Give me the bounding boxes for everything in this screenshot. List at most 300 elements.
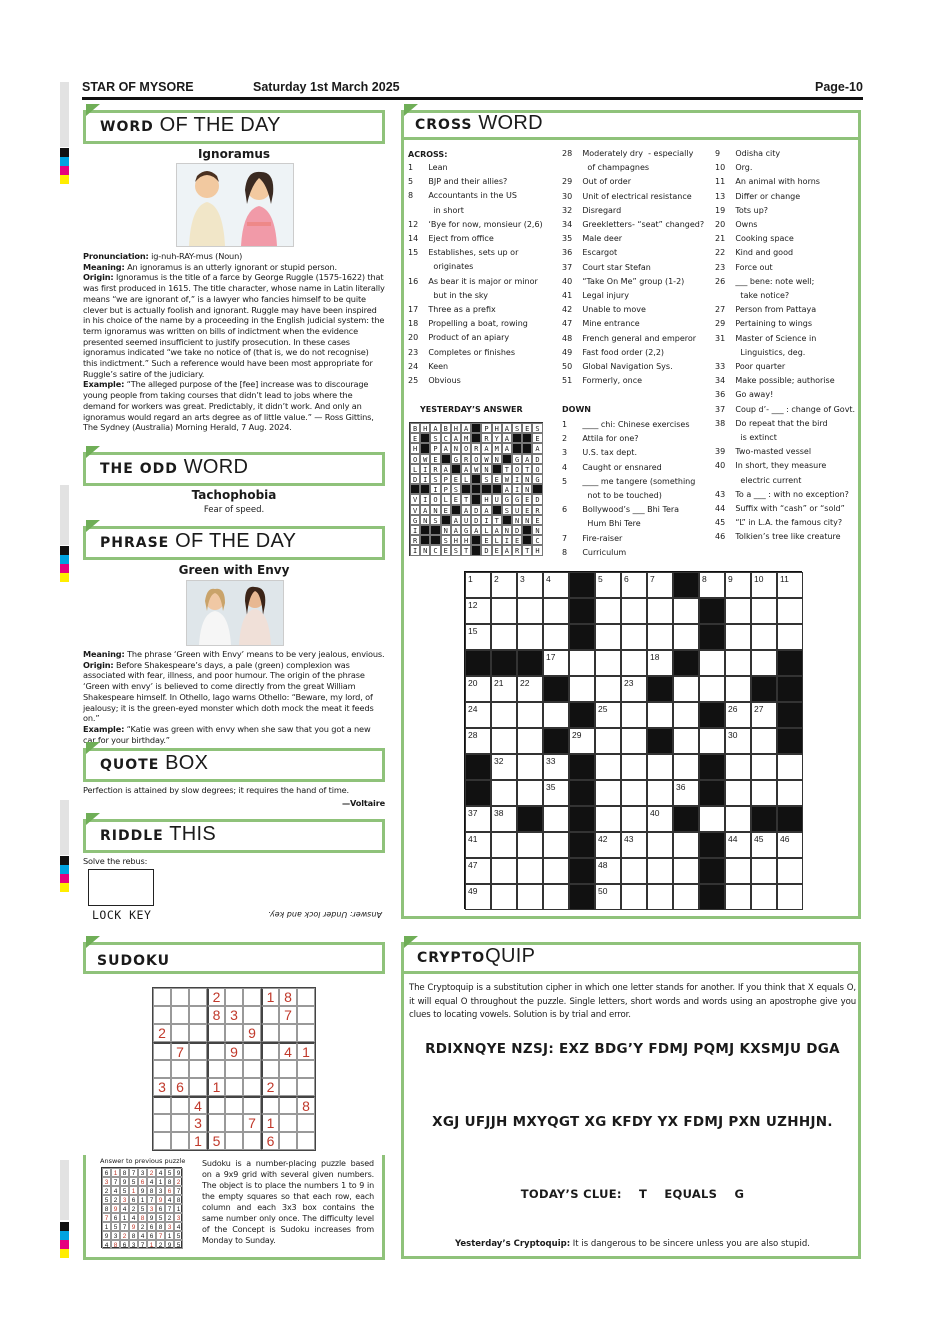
sudoku-cell: 7 <box>171 1042 189 1060</box>
crossword-cell[interactable] <box>491 728 517 754</box>
sudoku-cell[interactable] <box>207 1060 225 1078</box>
crossword-cell[interactable]: 15 <box>465 624 491 650</box>
ignoramus-illustration <box>176 163 294 247</box>
yesterday-cell: I <box>420 494 430 504</box>
crossword-cell[interactable] <box>647 702 673 728</box>
yesterday-cell: I <box>481 515 491 525</box>
crossword-cell[interactable] <box>543 884 569 910</box>
yesterday-cell: N <box>420 545 430 555</box>
sudoku-cell: 1 <box>189 1132 207 1150</box>
crossword-cell[interactable]: 6 <box>621 572 647 598</box>
sudoku-cell[interactable] <box>261 1096 279 1114</box>
crossword-cell[interactable]: 24 <box>465 702 491 728</box>
sudoku-cell[interactable] <box>189 1006 207 1024</box>
clue: 51 Formerly, once <box>562 376 643 386</box>
sudoku-cell[interactable] <box>243 1060 261 1078</box>
yesterday-cell: N <box>492 454 502 464</box>
crossword-cell[interactable] <box>725 806 751 832</box>
sudoku-cell: 2 <box>153 1024 171 1042</box>
crossword-cell[interactable] <box>725 598 751 624</box>
crossword-cell[interactable]: 28 <box>465 728 491 754</box>
crossword-cell[interactable] <box>517 754 543 780</box>
crossword-cell[interactable] <box>725 676 751 702</box>
yesterday-cell: C <box>430 545 440 555</box>
crossword-cell[interactable] <box>491 858 517 884</box>
crossword-cell[interactable]: 49 <box>465 884 491 910</box>
crossword-cell[interactable] <box>673 832 699 858</box>
clue: 27 Person from Pattaya <box>715 305 817 315</box>
sudoku-cell[interactable] <box>243 1006 261 1024</box>
crossword-cell[interactable] <box>647 884 673 910</box>
color-mark-magenta <box>60 874 69 883</box>
yesterday-cell: S <box>512 423 522 433</box>
yesterday-cell <box>451 505 461 515</box>
answer-cell: 2 <box>165 1213 174 1222</box>
answer-cell: 6 <box>147 1222 156 1231</box>
yesterday-cell <box>522 525 532 535</box>
sudoku-cell[interactable] <box>297 1024 315 1042</box>
crossword-cell[interactable] <box>725 754 751 780</box>
crossword-cell[interactable]: 12 <box>465 598 491 624</box>
yesterday-cell: L <box>492 535 502 545</box>
crossword-cell[interactable] <box>595 598 621 624</box>
crossword-cell[interactable] <box>673 884 699 910</box>
crossword-cell[interactable] <box>491 702 517 728</box>
sudoku-cell[interactable] <box>243 1096 261 1114</box>
color-mark-magenta <box>60 1240 69 1249</box>
sudoku-cell[interactable] <box>189 1078 207 1096</box>
yesterday-cell <box>441 515 451 525</box>
crossword-cell[interactable] <box>543 624 569 650</box>
crossword-cell[interactable] <box>621 858 647 884</box>
crossword-cell[interactable] <box>543 806 569 832</box>
yesterday-cell: I <box>420 464 430 474</box>
yesterday-cell: I <box>512 484 522 494</box>
crossword-cell[interactable] <box>543 832 569 858</box>
sudoku-cell[interactable] <box>171 1006 189 1024</box>
crossword-cell[interactable] <box>777 884 803 910</box>
sudoku-cell[interactable] <box>207 1114 225 1132</box>
crossword-cell[interactable] <box>673 728 699 754</box>
sudoku-cell[interactable] <box>279 1078 297 1096</box>
crossword-cell[interactable]: 43 <box>621 832 647 858</box>
color-mark-black <box>60 148 69 157</box>
sudoku-cell[interactable] <box>171 1132 189 1150</box>
crossword-cell[interactable]: 42 <box>595 832 621 858</box>
crossword-cell[interactable]: 35 <box>543 780 569 806</box>
answer-cell: 2 <box>138 1222 147 1231</box>
crossword-cell[interactable]: 44 <box>725 832 751 858</box>
crossword-cell[interactable]: 10 <box>751 572 777 598</box>
yesterday-cell: B <box>410 423 420 433</box>
clue: 15 Establishes, sets up or <box>408 248 519 258</box>
crossword-cell[interactable] <box>725 624 751 650</box>
clue: take notice? <box>715 291 790 301</box>
crossword-cell[interactable] <box>647 832 673 858</box>
sudoku-cell[interactable] <box>153 1132 171 1150</box>
crossword-cell[interactable] <box>751 598 777 624</box>
sudoku-cell[interactable] <box>153 1042 171 1060</box>
sudoku-cell[interactable] <box>189 1042 207 1060</box>
sudoku-cell[interactable] <box>153 988 171 1006</box>
sudoku-cell[interactable] <box>225 1132 243 1150</box>
crossword-cell[interactable]: 4 <box>543 572 569 598</box>
crossword-cell[interactable] <box>647 624 673 650</box>
crossword-cell[interactable]: 7 <box>647 572 673 598</box>
clue: 11 An animal with horns <box>715 177 820 187</box>
yesterday-cell: L <box>461 474 471 484</box>
sudoku-cell[interactable] <box>171 1060 189 1078</box>
clue: 26 ___ bene: note well; <box>715 276 815 286</box>
crossword-cell[interactable] <box>777 858 803 884</box>
sudoku-cell[interactable] <box>243 1132 261 1150</box>
clue: but in the sky <box>408 290 489 300</box>
clue: 22 Kind and good <box>715 248 794 258</box>
sudoku-cell[interactable] <box>153 1060 171 1078</box>
yesterday-cell: T <box>522 464 532 474</box>
crossword-cell[interactable] <box>725 780 751 806</box>
sudoku-cell[interactable] <box>261 1006 279 1024</box>
yesterday-cell <box>532 484 542 494</box>
clue: 39 Two-masted vessel <box>715 447 812 457</box>
clue: is extinct <box>715 433 777 443</box>
flag-icon <box>86 104 100 116</box>
answer-cell: 9 <box>174 1168 183 1177</box>
sudoku-cell[interactable] <box>243 988 261 1006</box>
sudoku-cell[interactable] <box>225 1078 243 1096</box>
crossword-cell[interactable]: 45 <box>751 832 777 858</box>
crossword-cell[interactable] <box>751 728 777 754</box>
yesterday-cell: N <box>502 525 512 535</box>
crossword-cell[interactable] <box>517 702 543 728</box>
crossword-cell[interactable]: 22 <box>517 676 543 702</box>
crossword-cell[interactable] <box>699 650 725 676</box>
crossword-cell[interactable] <box>621 598 647 624</box>
answer-cell: 1 <box>102 1222 111 1231</box>
yesterday-cell <box>430 525 440 535</box>
crossword-cell[interactable] <box>673 624 699 650</box>
clue: 12 ‘Bye for now, monsieur (2,6) <box>408 219 543 229</box>
clue: 17 Three as a prefix <box>408 305 496 315</box>
sudoku-cell[interactable] <box>225 1024 243 1042</box>
yesterday-cell: S <box>451 545 461 555</box>
crossword-cell <box>465 754 491 780</box>
crossword-cell[interactable] <box>699 728 725 754</box>
yesterday-cell <box>522 443 532 453</box>
sudoku-cell[interactable] <box>261 1042 279 1060</box>
sudoku-cell[interactable] <box>279 1024 297 1042</box>
crossword-cell[interactable] <box>699 676 725 702</box>
crossword-cell[interactable] <box>777 754 803 780</box>
crossword-cell[interactable] <box>673 676 699 702</box>
crossword-cell[interactable] <box>491 780 517 806</box>
crossword-cell[interactable] <box>673 858 699 884</box>
clue: 5 BJP and their allies? <box>408 177 508 187</box>
sudoku-cell[interactable] <box>153 1006 171 1024</box>
crossword-cell[interactable] <box>517 624 543 650</box>
crossword-cell[interactable]: 9 <box>725 572 751 598</box>
crossword-cell[interactable] <box>543 702 569 728</box>
crossword-cell[interactable]: 23 <box>621 676 647 702</box>
sudoku-cell: 6 <box>261 1132 279 1150</box>
answer-cell: 2 <box>120 1231 129 1240</box>
answer-cell: 8 <box>174 1195 183 1204</box>
crossword-cell[interactable] <box>517 780 543 806</box>
yesterday-cell: H <box>532 545 542 555</box>
answer-cell: 2 <box>111 1195 120 1204</box>
sudoku-cell[interactable] <box>297 988 315 1006</box>
crossword-cell[interactable]: 50 <box>595 884 621 910</box>
crossword-cell[interactable] <box>517 728 543 754</box>
answer-cell: 6 <box>120 1240 129 1249</box>
yesterday-cell: A <box>481 443 491 453</box>
crossword-cell[interactable] <box>673 754 699 780</box>
crossword-cell[interactable] <box>621 702 647 728</box>
sudoku-answer-grid <box>101 1167 182 1248</box>
sudoku-cell[interactable] <box>207 1042 225 1060</box>
answer-cell: 3 <box>129 1240 138 1249</box>
crossword-cell[interactable] <box>751 858 777 884</box>
crossword-cell[interactable] <box>491 598 517 624</box>
crossword-cell[interactable]: 27 <box>751 702 777 728</box>
crossword-cell[interactable] <box>647 598 673 624</box>
yesterday-cell <box>441 454 451 464</box>
crossword-cell[interactable] <box>725 858 751 884</box>
crossword-cell[interactable] <box>595 676 621 702</box>
crossword-cell <box>569 858 595 884</box>
crossword-cell[interactable] <box>491 832 517 858</box>
sudoku-cell[interactable] <box>297 1060 315 1078</box>
crossword-cell[interactable]: 38 <box>491 806 517 832</box>
sudoku-cell[interactable] <box>189 988 207 1006</box>
yesterday-cell: D <box>532 454 542 464</box>
clue: 4 Caught or ensnared <box>562 462 662 472</box>
crossword-cell[interactable]: 20 <box>465 676 491 702</box>
sudoku-cell[interactable] <box>225 1114 243 1132</box>
crossword-cell[interactable] <box>543 858 569 884</box>
clue: 50 Global Navigation Sys. <box>562 362 673 372</box>
sudoku-title: SUDOKU <box>97 953 170 969</box>
sudoku-cell[interactable] <box>279 1060 297 1078</box>
crossword-cell[interactable] <box>517 832 543 858</box>
crossword-cell[interactable]: 46 <box>777 832 803 858</box>
sudoku-cell[interactable] <box>207 1096 225 1114</box>
yesterday-cell: N <box>522 484 532 494</box>
crossword-cell[interactable] <box>595 650 621 676</box>
crossword-cell[interactable]: 36 <box>673 780 699 806</box>
clue: 32 Disregard <box>562 205 622 215</box>
crossword-cell[interactable]: 48 <box>595 858 621 884</box>
crossword-cell[interactable]: 41 <box>465 832 491 858</box>
yesterday-cell: A <box>502 545 512 555</box>
crossword-cell[interactable] <box>777 598 803 624</box>
crossword-cell[interactable] <box>569 650 595 676</box>
crossword-cell[interactable] <box>491 624 517 650</box>
crossword-cell[interactable] <box>725 884 751 910</box>
crossword-cell[interactable] <box>621 624 647 650</box>
quote-author: —Voltaire <box>342 798 385 808</box>
crossword-cell[interactable]: 3 <box>517 572 543 598</box>
crossword-cell[interactable] <box>751 624 777 650</box>
answer-cell: 5 <box>138 1204 147 1213</box>
crossword-cell[interactable] <box>751 650 777 676</box>
crossword-cell[interactable]: 32 <box>491 754 517 780</box>
crossword-cell[interactable]: 37 <box>465 806 491 832</box>
sudoku-cell[interactable] <box>279 1132 297 1150</box>
yesterday-cell: G <box>502 494 512 504</box>
crossword-cell[interactable]: 8 <box>699 572 725 598</box>
flag-icon <box>86 446 100 458</box>
sudoku-cell[interactable] <box>297 1132 315 1150</box>
yesterday-cell: I <box>512 474 522 484</box>
crossword-cell[interactable]: 30 <box>725 728 751 754</box>
color-mark-yellow <box>60 1249 69 1258</box>
crossword-cell[interactable] <box>569 676 595 702</box>
crossword-cell[interactable] <box>621 806 647 832</box>
crossword-cell[interactable] <box>517 884 543 910</box>
crossword-cell[interactable] <box>517 598 543 624</box>
crossword-cell[interactable] <box>777 624 803 650</box>
answer-cell: 3 <box>111 1231 120 1240</box>
sudoku-cell[interactable] <box>243 1078 261 1096</box>
answer-cell: 8 <box>165 1177 174 1186</box>
crossword-cell[interactable] <box>543 598 569 624</box>
yesterday-cell: G <box>410 515 420 525</box>
crossword-cell[interactable] <box>621 780 647 806</box>
crossword-cell[interactable] <box>725 650 751 676</box>
crossword-cell[interactable] <box>595 754 621 780</box>
yesterday-cell: D <box>410 474 420 484</box>
clue: 29 Pertaining to wings <box>715 319 813 329</box>
crossword-cell <box>699 832 725 858</box>
crossword-cell[interactable]: 26 <box>725 702 751 728</box>
yesterday-cell: A <box>502 423 512 433</box>
crossword-cell[interactable] <box>777 780 803 806</box>
sudoku-cell[interactable] <box>171 1114 189 1132</box>
sudoku-cell[interactable] <box>189 1060 207 1078</box>
crossword-cell[interactable]: 18 <box>647 650 673 676</box>
crossword-cell[interactable]: 33 <box>543 754 569 780</box>
crossword-cell[interactable] <box>647 754 673 780</box>
sudoku-cell[interactable] <box>261 1060 279 1078</box>
answer-cell: 8 <box>120 1168 129 1177</box>
sudoku-cell[interactable] <box>189 1024 207 1042</box>
yesterday-cell: H <box>420 423 430 433</box>
across-clues-col1 <box>408 161 543 388</box>
crossword-cell[interactable] <box>621 754 647 780</box>
crossword-cell[interactable] <box>673 598 699 624</box>
envy-illustration <box>186 580 284 646</box>
answer-cell: 9 <box>165 1240 174 1249</box>
sudoku-cell[interactable] <box>153 1096 171 1114</box>
crossword-cell[interactable] <box>621 884 647 910</box>
clue: 24 Keen <box>408 361 449 371</box>
crossword-cell[interactable]: 40 <box>647 806 673 832</box>
crossword-cell[interactable]: 17 <box>543 650 569 676</box>
crossword-cell[interactable] <box>751 884 777 910</box>
yesterday-cell: O <box>430 494 440 504</box>
clue: 23 Force out <box>715 262 773 272</box>
cryptoquip-intro: The Cryptoquip is a substitution cipher in which one letter stands for another. If you think that X equals O, it will equal O throughout the puzzle. Single letters, short words and words using an apostrophe give you clues to locating vowels. Solution is by trial and error. <box>409 983 856 1020</box>
crossword-cell[interactable] <box>751 754 777 780</box>
yesterday-cell: S <box>481 474 491 484</box>
crossword-cell[interactable]: 21 <box>491 676 517 702</box>
sudoku-cell[interactable] <box>153 1114 171 1132</box>
crossword-cell[interactable] <box>621 728 647 754</box>
yesterday-cell <box>471 433 481 443</box>
crossword-cell[interactable] <box>517 858 543 884</box>
sudoku-cell[interactable] <box>171 988 189 1006</box>
crossword-cell[interactable]: 25 <box>595 702 621 728</box>
yesterday-cell: E <box>522 505 532 515</box>
crossword-cell[interactable] <box>595 728 621 754</box>
yesterday-cell <box>471 535 481 545</box>
crossword-cell[interactable]: 29 <box>569 728 595 754</box>
answer-cell: 4 <box>156 1168 165 1177</box>
clue: 7 Fire-raiser <box>562 533 623 543</box>
crossword-cell[interactable] <box>621 650 647 676</box>
crossword-cell[interactable]: 5 <box>595 572 621 598</box>
yesterday-cell: Y <box>492 433 502 443</box>
clue: Linguistics, deg. <box>715 347 806 357</box>
sudoku-cell[interactable] <box>171 1024 189 1042</box>
clue: 1 ____ chi: Chinese exercises <box>562 420 690 429</box>
crossword-cell[interactable] <box>595 780 621 806</box>
yesterday-cell: E <box>410 433 420 443</box>
crossword-cell[interactable] <box>647 858 673 884</box>
yesterday-cell: P <box>430 443 440 453</box>
crossword-cell[interactable]: 2 <box>491 572 517 598</box>
sudoku-cell[interactable] <box>225 1060 243 1078</box>
sudoku-cell[interactable] <box>225 1096 243 1114</box>
flag-icon <box>86 520 100 532</box>
crossword-cell <box>569 780 595 806</box>
crossword-cell[interactable] <box>673 702 699 728</box>
sudoku-cell[interactable] <box>279 1096 297 1114</box>
crossword-cell[interactable] <box>595 806 621 832</box>
yesterday-cell: N <box>522 515 532 525</box>
crossword-cell[interactable] <box>647 780 673 806</box>
yesterday-cell <box>471 484 481 494</box>
sudoku-cell[interactable] <box>297 1006 315 1024</box>
crossword-cell[interactable]: 47 <box>465 858 491 884</box>
yesterday-cell: T <box>461 545 471 555</box>
sudoku-cell[interactable] <box>225 988 243 1006</box>
phrase-title: PHRASE OF THE DAY <box>100 530 297 552</box>
crossword-cell[interactable] <box>491 884 517 910</box>
crossword-cell[interactable] <box>699 806 725 832</box>
crossword-cell[interactable] <box>595 624 621 650</box>
crossword-cell[interactable]: 11 <box>777 572 803 598</box>
sudoku-cell[interactable] <box>207 1024 225 1042</box>
sudoku-cell[interactable] <box>297 1114 315 1132</box>
sudoku-cell: 6 <box>171 1078 189 1096</box>
crossword-cell <box>491 650 517 676</box>
yesterday-cell: T <box>461 494 471 504</box>
crossword-cell[interactable] <box>751 780 777 806</box>
sudoku-cell[interactable] <box>243 1042 261 1060</box>
answer-cell: 3 <box>102 1177 111 1186</box>
yesterday-cell <box>481 484 491 494</box>
sudoku-cell[interactable] <box>171 1096 189 1114</box>
yesterday-cell: G <box>532 474 542 484</box>
clue: 23 Completes or finishes <box>408 347 516 357</box>
yesterday-cell: W <box>471 464 481 474</box>
sudoku-cell[interactable] <box>261 1024 279 1042</box>
crossword-cell[interactable]: 1 <box>465 572 491 598</box>
sudoku-cell[interactable] <box>297 1078 315 1096</box>
sudoku-cell[interactable] <box>279 1114 297 1132</box>
